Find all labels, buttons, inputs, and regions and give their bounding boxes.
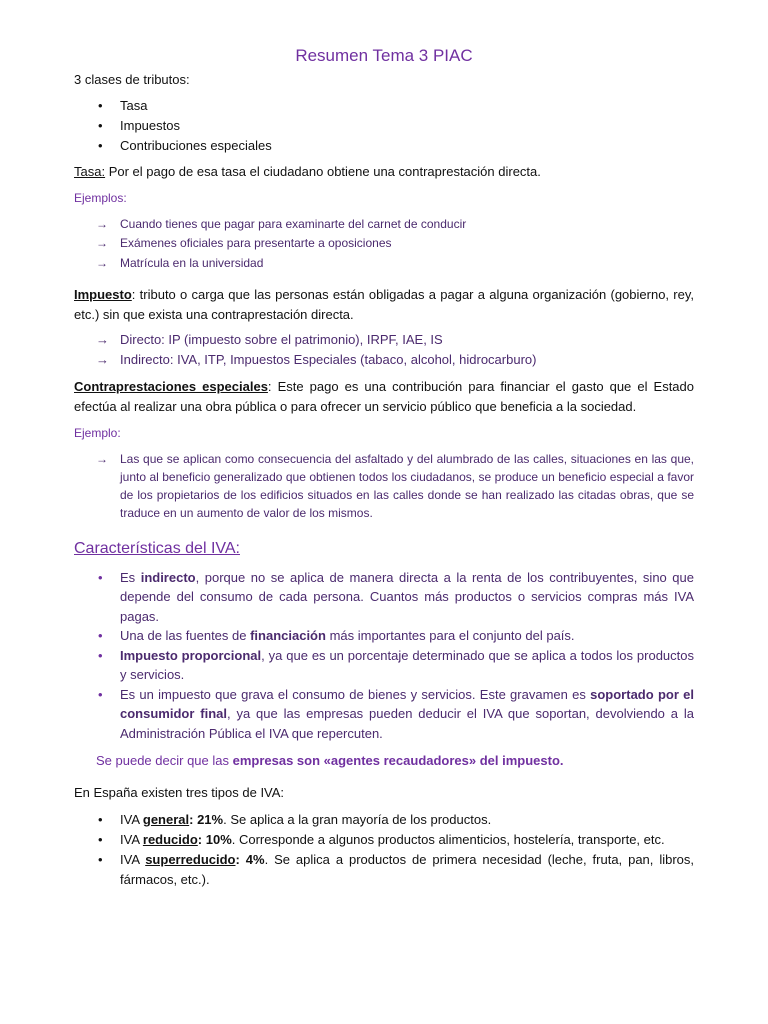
list-item: • IVA reducido: 10%. Corresponde a algunos productos alimenticios, hostelería, transporte, etc. [74,830,694,850]
arrow-icon: → [96,351,109,367]
bullet-icon: • [98,832,103,847]
list-item: • Es un impuesto que grava el consumo de bienes y servicios. Este gravamen es soportado por el consumidor final, ya que las empresas pueden deducir el IVA que soportan, devolviendo a la Administración Pública el IVA que repercuten. [98,686,694,741]
arrow-icon: → [96,255,108,270]
ejemplos-label: Ejemplos: [74,191,127,205]
bullet-icon: • [98,569,103,585]
tipos-iva-list [74,810,694,890]
arrow-icon: → [96,451,108,466]
bullet-icon: • [98,97,103,113]
bullet-icon: • [98,812,103,827]
impuesto-label: Impuesto [74,287,132,302]
tipos-iva-intro: En España existen tres tipos de IVA: [74,784,285,800]
agentes-paragraph: Se puede decir que las empresas son «agentes recaudadores» del impuesto. [96,753,564,768]
arrow-icon: → [96,332,109,347]
contra-paragraph: Contraprestaciones especiales: Este pago es una contribución para financiar el gasto que el Estado efectúa al realizar una obra pública o para ofrecer un servicio público que beneficia a la sociedad. [74,379,694,414]
impuesto-paragraph: Impuesto: tributo o carga que las personas están obligadas a pagar a alguna organización (gobierno, rey, etc.) sin que exista una contraprestación directa. [74,287,694,322]
list-item: → Directo: IP (impuesto sobre el patrimonio), IRPF, IAE, IS [74,330,694,350]
list-item: • Impuestos [74,116,694,136]
bullet-icon: • [98,628,103,643]
list-item: • IVA superreducido: 4%. Se aplica a productos de primera necesidad (leche, fruta, pan, libros, fármacos, etc.). [98,852,694,887]
arrow-icon: → [96,216,108,231]
list-item: → Cuando tienes que pagar para examinarte del carnet de conducir [74,215,694,235]
impuesto-tipos-list [74,330,694,369]
clases-list [74,96,694,156]
list-item: → Indirecto: IVA, ITP, Impuestos Especiales (tabaco, alcohol, hidrocarburo) [74,350,694,370]
list-item: • Impuesto proporcional, ya que es un porcentaje determinado que se aplica a todos los productos y servicios. [98,647,695,682]
list-item: → Las que se aplican como consecuencia del asfaltado y del alumbrado de las calles, situaciones en las que, junto al beneficio generalizado que obtienen todos los ciudadanos, se produce un beneficio especial a favor de los propietarios de los edificios situados en las calles donde se han realizado las citadas obras, que se traduce en un aumento de valor de los mismos. [96,451,694,520]
iva-caracteristicas-list [74,568,694,744]
bullet-icon: • [98,852,103,867]
clases-intro: 3 clases de tributos: [74,72,190,87]
contra-label: Contraprestaciones especiales [74,379,268,394]
list-item: • Es indirecto, porque no se aplica de manera directa a la renta de los contribuyentes, sino que depende del consumo de cada persona. Cuantos más productos o servicios compras más IVA pagas. [98,569,694,624]
tasa-paragraph: Tasa: Por el pago de esa tasa el ciudadano obtiene una contraprestación directa. [74,163,541,179]
bullet-icon: • [98,686,103,702]
list-item: • Tasa [74,96,694,116]
arrow-icon: → [96,236,108,250]
bullet-icon: • [98,647,103,663]
page-title: Resumen Tema 3 PIAC [295,46,473,65]
tasa-label: Tasa: [74,163,106,179]
tasa-ejemplos-list [74,215,694,274]
iva-section-title: Características del IVA: [74,539,240,557]
list-item: • Una de las fuentes de financiación más importantes para el conjunto del país. [74,626,694,646]
list-item: → Exámenes oficiales para presentarte a oposiciones [74,234,694,254]
list-item: → Matrícula en la universidad [74,254,694,274]
list-item: • Contribuciones especiales [74,136,694,156]
bullet-icon: • [98,137,103,153]
bullet-icon: • [98,117,103,133]
ejemplo-label: Ejemplo: [74,426,121,440]
contra-ejemplo-list [74,450,694,522]
list-item: • IVA general: 21%. Se aplica a la gran mayoría de los productos. [74,810,694,830]
